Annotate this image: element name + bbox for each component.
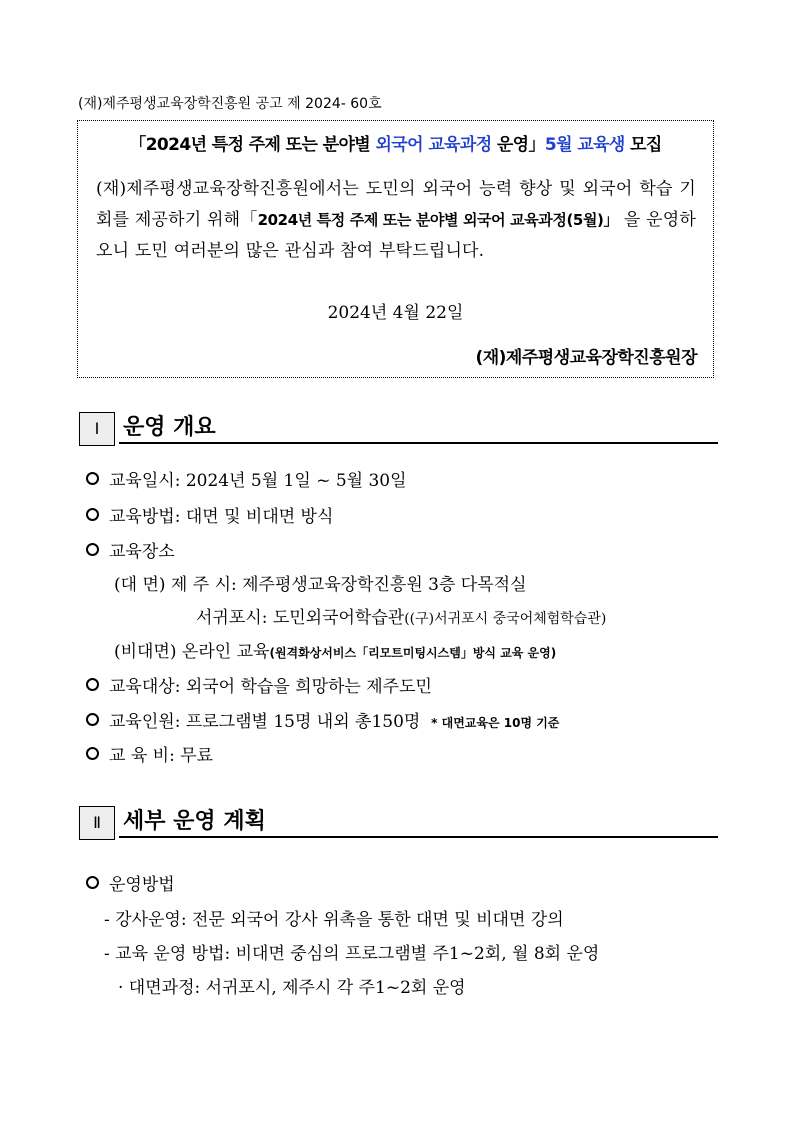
circle-bullet-icon bbox=[86, 747, 99, 760]
section-2-number: Ⅱ bbox=[79, 806, 115, 840]
online-note: (원격화상서비스「리모트미팅시스템」방식 교육 운영) bbox=[269, 646, 557, 660]
list-item-method: 교육방법: 대면 및 비대면 방식 bbox=[86, 502, 333, 527]
place-offline-seogwipo: 서귀포시: 도민외국어학습관((구)서귀포시 중국어체험학습관) bbox=[196, 608, 607, 628]
section-1-header bbox=[79, 412, 718, 446]
notice-date: 2024년 4월 22일 bbox=[327, 303, 464, 323]
circle-bullet-icon bbox=[86, 678, 99, 691]
operation-line-offline: · 대면과정: 서귀포시, 제주시 각 주1~2회 운영 bbox=[118, 978, 466, 998]
title-highlight-month: 5월 교육생 bbox=[544, 135, 625, 155]
section-2-rule bbox=[119, 836, 718, 838]
section-2-header bbox=[79, 806, 718, 840]
notice-number: (재)제주평생교육장학진흥원 공고 제 2024- 60호 bbox=[78, 96, 382, 112]
circle-bullet-icon bbox=[86, 713, 99, 726]
list-item-fee: 교 육 비: 무료 bbox=[86, 741, 213, 766]
list-item-place: 교육장소 bbox=[86, 537, 175, 562]
operation-line-instructors: - 강사운영: 전문 외국어 강사 위촉을 통한 대면 및 비대면 강의 bbox=[104, 910, 564, 930]
circle-bullet-icon bbox=[86, 876, 99, 889]
intro-paragraph: (재)제주평생교육장학진흥원에서는 도민의 외국어 능력 향상 및 외국어 학습 기회를 제공하기 위해「2024년 특정 주제 또는 분야별 외국어 교육과정(5월)」 을 운영하오니 도민 여러분의 많은 관심과 참여 부탁드립니다. bbox=[96, 179, 696, 261]
section-1-number: Ⅰ bbox=[79, 412, 115, 446]
place-offline-jeju: (대 면) 제 주 시: 제주평생교육장학진흥원 3층 다목적실 bbox=[114, 575, 527, 595]
section-2-title: 세부 운영 계획 bbox=[123, 809, 266, 834]
list-item-capacity: 교육인원: 프로그램별 15명 내외 총150명 * 대면교육은 10명 기준 bbox=[86, 707, 559, 732]
circle-bullet-icon bbox=[86, 543, 99, 556]
list-item-target: 교육대상: 외국어 학습을 희망하는 제주도민 bbox=[86, 672, 432, 697]
place-online: (비대면) 온라인 교육(원격화상서비스「리모트미팅시스템」방식 교육 운영) bbox=[114, 642, 557, 662]
circle-bullet-icon bbox=[86, 508, 99, 521]
section-1-rule bbox=[119, 442, 718, 444]
signature: (재)제주평생교육장학진흥원장 bbox=[475, 348, 697, 368]
list-item-schedule: 교육일시: 2024년 5월 1일 ~ 5월 30일 bbox=[86, 466, 407, 491]
document-title: 「2024년 특정 주제 또는 분야별 외국어 교육과정 운영」5월 교육생 모집 bbox=[129, 135, 662, 155]
section-1-title: 운영 개요 bbox=[123, 415, 216, 440]
seogwipo-note: ((구)서귀포시 중국어체험학습관) bbox=[404, 611, 607, 627]
circle-bullet-icon bbox=[86, 472, 99, 485]
title-highlight-course: 외국어 교육과정 bbox=[375, 135, 492, 155]
intro-bold-course: 2024년 특정 주제 또는 분야별 외국어 교육과정(5월)」 bbox=[257, 211, 619, 229]
list-item-operation-method: 운영방법 bbox=[86, 870, 175, 895]
capacity-note: * 대면교육은 10명 기준 bbox=[431, 716, 560, 730]
operation-line-schedule: - 교육 운영 방법: 비대면 중심의 프로그램별 주1~2회, 월 8회 운영 bbox=[104, 944, 600, 964]
